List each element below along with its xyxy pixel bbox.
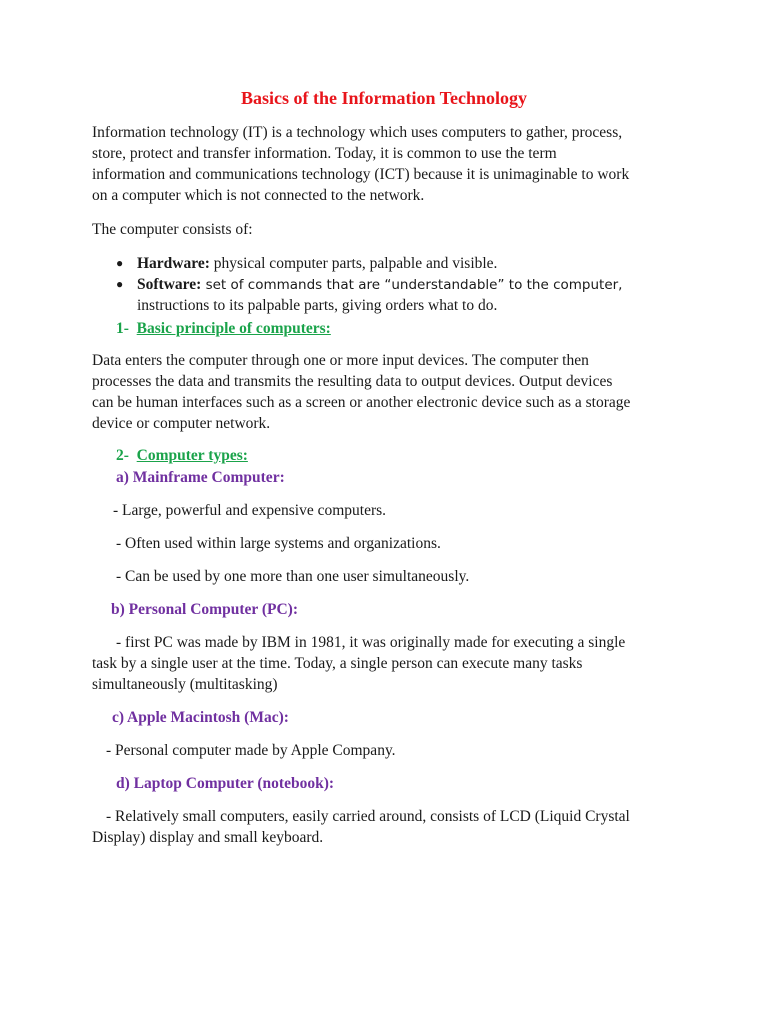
bullet-software [137, 274, 622, 296]
bullet-dot-icon: ● [116, 256, 124, 270]
subheading-personal-computer: b) Personal Computer (PC): [111, 601, 298, 618]
bullet-hardware [137, 253, 497, 274]
pc-line-3: simultaneously (multitasking) [92, 676, 278, 693]
subheading-apple-macintosh: c) Apple Macintosh (Mac): [112, 709, 289, 726]
section-2-heading [116, 445, 248, 466]
bullet-term: Software: [137, 276, 202, 293]
section-1-line-2: processes the data and transmits the resulting data to output devices. Output devices [92, 373, 613, 390]
intro-line-3: information and communications technology (ICT) because it is unimaginable to work [92, 166, 630, 183]
mainframe-item-2: - Often used within large systems and organizations. [116, 535, 441, 552]
intro-line-1: Information technology (IT) is a technology which uses computers to gather, process, [92, 124, 623, 141]
section-1-line-1: Data enters the computer through one or more input devices. The computer then [92, 352, 589, 369]
pc-line-2: task by a single user at the time. Today, a single person can execute many tasks [92, 655, 583, 672]
section-1-line-4: device or computer network. [92, 415, 271, 432]
bullet-text: set of commands that are “understandable” to the computer, [201, 277, 623, 293]
laptop-line-2: Display) display and small keyboard. [92, 829, 324, 846]
bullet-text: physical computer parts, palpable and visible. [209, 255, 498, 272]
section-title: Computer types: [136, 447, 248, 464]
mac-line: - Personal computer made by Apple Company. [106, 742, 396, 759]
subheading-mainframe: a) Mainframe Computer: [116, 469, 285, 486]
bullet-term: Hardware: [137, 255, 210, 272]
page-title: Basics of the Information Technology [240, 88, 528, 108]
section-1-heading [116, 318, 331, 339]
mainframe-item-1: - Large, powerful and expensive computers. [113, 502, 387, 519]
section-title: Basic principle of computers: [136, 320, 331, 337]
section-number: 1- [116, 320, 129, 337]
subheading-laptop: d) Laptop Computer (notebook): [116, 775, 335, 792]
section-number: 2- [116, 447, 129, 464]
intro-line-4: on a computer which is not connected to the network. [92, 187, 425, 204]
mainframe-item-3: - Can be used by one more than one user simultaneously. [116, 568, 470, 585]
intro-line-2: store, protect and transfer information. Today, it is common to use the term [92, 145, 557, 162]
laptop-line-1: - Relatively small computers, easily carried around, consists of LCD (Liquid Crystal [106, 808, 630, 825]
bullet-dot-icon: ● [116, 277, 124, 291]
section-1-line-3: can be human interfaces such as a screen or another electronic device such as a storage [92, 394, 631, 411]
consists-label: The computer consists of: [92, 221, 253, 238]
pc-line-1: - first PC was made by IBM in 1981, it was originally made for executing a single [116, 634, 626, 651]
bullet-software-continuation: instructions to its palpable parts, giving orders what to do. [137, 297, 498, 314]
